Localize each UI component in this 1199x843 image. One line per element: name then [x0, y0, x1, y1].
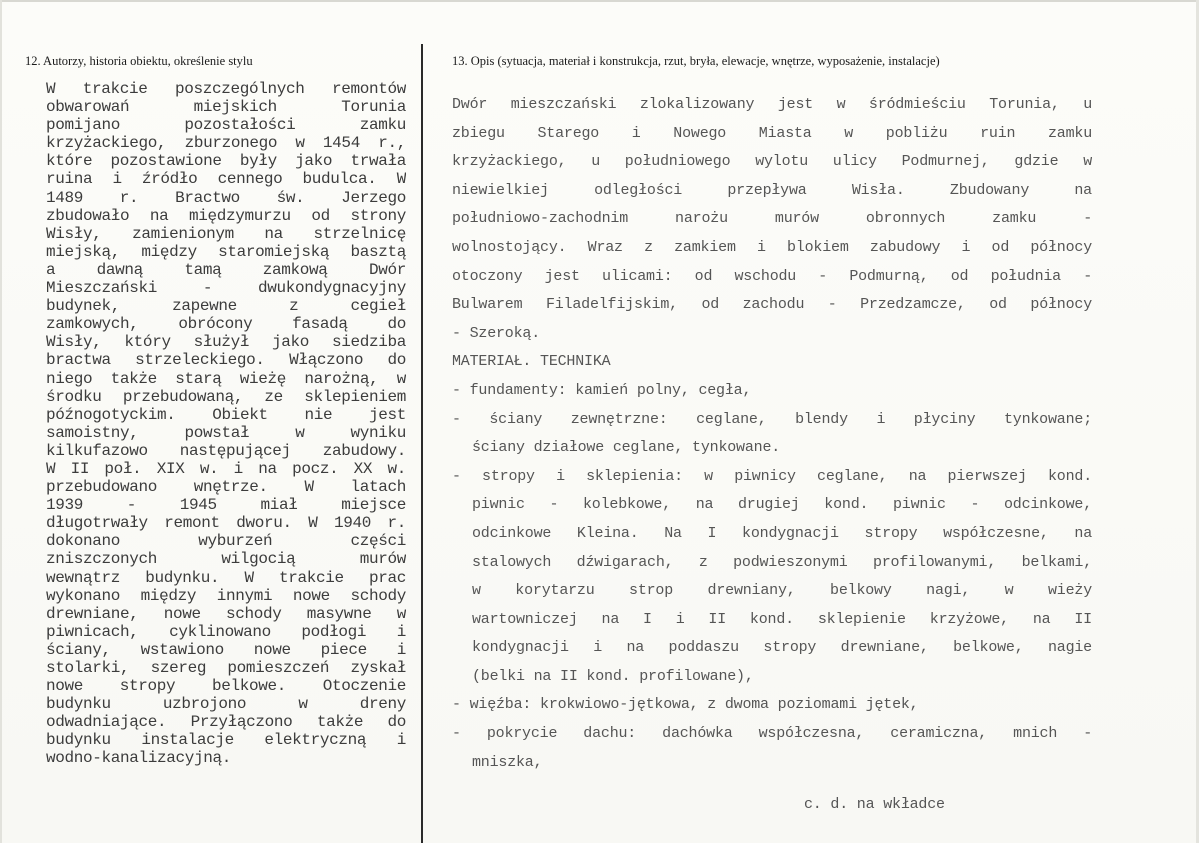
history-line: budynku instalacje elektryczną i: [46, 731, 406, 750]
history-line: niego także starą wieżę narożną, w: [46, 369, 406, 388]
history-line: obwarowań miejskich Torunia: [46, 98, 406, 117]
description-line: niewielkiej odległości przepływa Wisła. Zbudowany na: [452, 181, 1092, 199]
history-line: wodno-kanalizacyjną.: [46, 749, 232, 768]
history-line: 1489 r. Bractwo św. Jerzego: [46, 188, 406, 207]
description-line: MATERIAŁ. TECHNIKA: [452, 353, 611, 371]
description-line: - fundamenty: kamień polny, cegła,: [452, 381, 752, 399]
continuation-note: c. d. na wkładce: [804, 796, 945, 813]
description-line: - stropy i sklepienia: w piwnicy ceglane, na pierwszej kond.: [452, 467, 1092, 485]
history-line: stolarki, szereg pomieszczeń zyskał: [46, 659, 406, 677]
sheet-edge-left: [0, 0, 2, 843]
description-line: zbiegu Starego i Nowego Miasta w pobliżu ruin zamku: [452, 124, 1092, 142]
description-line: mniszka,: [472, 753, 543, 771]
history-line: miejską, między staromiejską basztą: [46, 242, 406, 261]
description-line: krzyżackiego, u południowego wylotu ulicy Podmurnej, gdzie w: [452, 153, 1092, 171]
history-line: W II poł. XIX w. i na pocz. XX w.: [46, 459, 406, 478]
history-line: Mieszczański - dwukondygnacyjny: [46, 279, 406, 298]
history-line: drewniane, nowe schody masywne w: [46, 604, 406, 623]
history-line: a dawną tamą zamkową Dwór: [46, 260, 406, 279]
history-line: przebudowano wnętrze. W latach: [46, 478, 406, 497]
history-line: pomijano pozostałości zamku: [46, 116, 406, 135]
history-line: kilkufazowo następującej zabudowy.: [46, 441, 406, 460]
sheet-edge-top: [0, 0, 1199, 2]
history-line: budynku uzbrojono w dreny: [46, 695, 406, 714]
history-line: ruina i źródło cennego budulca. W: [46, 170, 406, 189]
section-12-heading: 12. Autorzy, historia obiektu, określenie stylu: [25, 54, 253, 68]
description-line: Bulwarem Filadelfijskim, od zachodu - Przedzamcze, od północy: [452, 296, 1092, 314]
description-line: Dwór mieszczański zlokalizowany jest w śródmieściu Torunia, u: [452, 96, 1092, 113]
history-line: krzyżackiego, zburzonego w 1454 r.,: [46, 134, 406, 153]
history-line: nowe stropy belkowe. Otoczenie: [46, 677, 406, 696]
history-line: zamkowych, obrócony fasadą do: [46, 315, 406, 334]
description-line: - więźba: krokwiowo-jętkowa, z dwoma poziomami jętek,: [452, 696, 919, 714]
description-line: południowo-zachodnim narożu murów obronnych zamku -: [452, 210, 1092, 228]
history-line: dokonano wyburzeń części: [46, 532, 406, 551]
description-line: - pokrycie dachu: dachówka współczesna, ceramiczna, mnich -: [452, 725, 1092, 743]
history-line: długotrwały remont dworu. W 1940 r.: [46, 514, 406, 533]
column-divider: [421, 44, 423, 843]
history-line: Wisły, zamienionym na strzelnicę: [46, 224, 406, 243]
description-line: wolnostojący. Wraz z zamkiem i blokiem zabudowy i od północy: [452, 238, 1092, 256]
history-line: wewnątrz budynku. W trakcie prac: [46, 568, 406, 587]
description-line: w korytarzu strop drewniany, belkowy nagi, w wieży: [472, 582, 1092, 600]
description-line: (belki na II kond. profilowane),: [472, 667, 754, 685]
description-line: otoczony jest ulicami: od wschodu - Podmurną, od południa -: [452, 267, 1092, 285]
description-line: - ściany zewnętrzne: ceglane, blendy i płyciny tynkowane;: [452, 410, 1092, 428]
history-line: które pozostawione były jako trwała: [46, 152, 406, 171]
history-line: ściany, wstawiono nowe piece i: [46, 640, 406, 659]
history-line: W trakcie poszczególnych remontów: [46, 80, 406, 98]
history-line: zniszczonych wilgocią murów: [46, 550, 406, 569]
history-line: bractwa strzeleckiego. Włączono do: [46, 351, 406, 370]
history-line: odwadniające. Przyłączono także do: [46, 713, 406, 732]
description-line: - Szeroką.: [452, 324, 541, 342]
history-line: zbudowało na międzymurzu od strony: [46, 206, 406, 225]
history-text-block: [46, 80, 406, 768]
history-line: późnogotyckim. Obiekt nie jest: [46, 405, 406, 424]
history-line: samoistny, powstał w wyniku: [46, 423, 406, 442]
description-line: ściany działowe ceglane, tynkowane.: [472, 439, 781, 457]
history-line: środku przebudowaną, ze sklepieniem: [46, 387, 406, 406]
section-13-heading: 13. Opis (sytuacja, materiał i konstrukcja, rzut, bryła, elewacje, wnętrze, wyposażenie, instalacje): [452, 54, 940, 68]
history-line: piwnicach, cyklinowano podłogi i: [46, 622, 406, 641]
description-line: piwnic - kolebkowe, na drugiej kond. piwnic - odcinkowe,: [472, 496, 1092, 514]
description-line: wartowniczej na I i II kond. sklepienie krzyżowe, na II: [472, 610, 1092, 628]
description-line: stalowych dźwigarach, z podwieszonymi profilowanymi, belkami,: [472, 553, 1092, 571]
description-line: kondygnacji i na poddaszu stropy drewniane, belkowe, nagie: [472, 639, 1092, 657]
history-line: wykonano między innymi nowe schody: [46, 586, 406, 605]
description-text-block: [452, 91, 1092, 777]
description-line: odcinkowe Kleina. Na I kondygnacji stropy współczesne, na: [472, 524, 1092, 542]
history-line: budynek, zapewne z cegieł: [46, 297, 406, 316]
history-line: Wisły, który służył jako siedziba: [46, 333, 406, 352]
history-line: 1939 - 1945 miał miejsce: [46, 496, 406, 515]
